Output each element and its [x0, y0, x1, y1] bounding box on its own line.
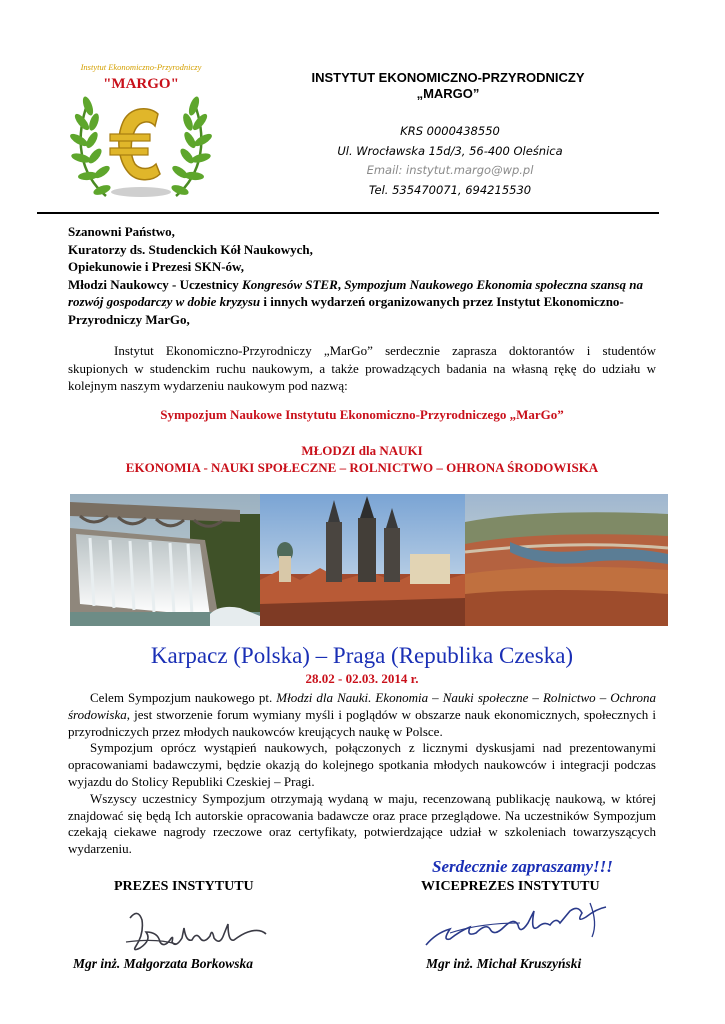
intro-paragraph: Instytut Ekonomiczno-Przyrodniczy „MarGo” serdecznie zaprasza doktorantów i studentów skupionych w studenckim ruchu naukowym, a także prowadzących badania na własną rękę do udziału w kolejnym naszym wydarzeniu naukowym pod nazwą: — [68, 343, 656, 393]
contact-block — [270, 122, 630, 200]
euro-icon — [110, 109, 171, 197]
theme-title: MŁODZI dla NAUKI — [301, 443, 423, 458]
event-full-title: Młodzi dla Nauki. Ekonomia – Nauki społeczne – Rolnictwo – Ochrona środowiska — [68, 690, 656, 722]
salutation-text: Młodzi Naukowcy - Uczestnicy — [68, 276, 243, 292]
logo-name-text: "MARGO" — [103, 76, 179, 92]
salutation-line: Opiekunowie i Prezesi SKN-ów, — [68, 259, 244, 274]
logo-institute-text: Instytut Ekonomiczno-Przyrodniczy — [80, 62, 202, 72]
prague-old-town-photo — [260, 494, 465, 626]
salutation-event-name: Sympozjum Naukowego Ekonomia społeczna szansą na rozwój gospodarczy w dobie kryzysu — [68, 276, 643, 309]
salutation-line — [68, 276, 668, 329]
description-text: , jest stworzenie forum wymiany myśli i poglądów w obszarze nauk ekonomicznych, społecznych i przyrodniczych przez młodych naukowców kreujących naukę w Polsce. — [68, 706, 656, 739]
institute-name: INSTYTUT EKONOMICZNO-PRZYRODNICZY — [311, 70, 585, 85]
description-paragraph: Wszyscy uczestnicy Sympozjum otrzymają wydaną w maju, recenzowaną publikację naukową, w której znajdować się będą Ich autorskie opracowania badawcze oraz prace przeglądowe. Na uczestników Sympozjum czekają ciekawe nagrody rzeczowe oraz certyfikaty, potwierdzające udział w szkoleniach towarzyszących wydarzeniu. — [68, 790, 656, 857]
event-dates: 28.02 - 02.03. 2014 r. — [305, 671, 419, 686]
symposium-title: Sympozjum Naukowe Instytutu Ekonomiczno-Przyrodniczego „MarGo” — [160, 407, 564, 422]
event-location: Karpacz (Polska) – Praga (Republika Czeska) — [150, 643, 574, 668]
president-title: PREZES INSTYTUTU — [114, 879, 254, 894]
salutation-text: , — [337, 276, 345, 292]
dam-waterfall-photo — [70, 494, 260, 626]
salutation-text: i innych wydarzeń organizowanych przez Instytut Ekonomiczno-Przyrodniczy MarGo, — [68, 294, 624, 327]
president-name: Mgr inż. Małgorzata Borkowska — [73, 956, 254, 971]
president-signature — [116, 898, 276, 958]
description-paragraph: Sympozjum oprócz wystąpień naukowych, połączonych z licznymi dyskusjami nad prezentowanymi opracowaniami badawczymi, będzie okazją do kolejnego spotkania młodych naukowców i integracji podczas wyjazdu do Stolicy Republiki Czeskiej – Pragi. — [68, 740, 656, 789]
salutation-line: Kuratorzy ds. Studenckich Kół Naukowych, — [68, 241, 313, 257]
salutation-event-name: Kongresów STER — [242, 276, 338, 292]
description-text: Celem Sympozjum naukowego pt. — [90, 690, 277, 705]
phone-numbers: Tel. 535470071, 694215530 — [368, 182, 532, 197]
address: Ul. Wrocławska 15d/3, 56-400 Oleśnica — [337, 143, 563, 158]
vice-president-signature — [420, 893, 620, 955]
event-description — [68, 690, 656, 858]
institute-name-margo: „MARGO” — [416, 86, 480, 101]
vice-president-name: Mgr inż. Michał Kruszyński — [426, 956, 582, 971]
salutation-line: Szanowni Państwo, — [68, 224, 175, 239]
institute-header — [248, 70, 648, 102]
institute-logo — [66, 56, 216, 208]
prague-panorama-photo — [465, 494, 668, 626]
description-paragraph — [68, 690, 656, 740]
header-divider — [37, 212, 659, 214]
salutation — [68, 223, 668, 328]
krs-number: KRS 0000438550 — [400, 124, 500, 138]
closing-invitation: Serdecznie zapraszamy!!! — [432, 857, 613, 876]
photo-strip — [70, 494, 668, 626]
theme-subtitle: EKONOMIA - NAUKI SPOŁECZNE – ROLNICTWO – OHRONA ŚRODOWISKA — [125, 460, 599, 475]
vice-president-title: WICEPREZES INSTYTUTU — [421, 879, 600, 894]
email-link[interactable]: Email: instytut.margo@wp.pl — [366, 163, 534, 177]
